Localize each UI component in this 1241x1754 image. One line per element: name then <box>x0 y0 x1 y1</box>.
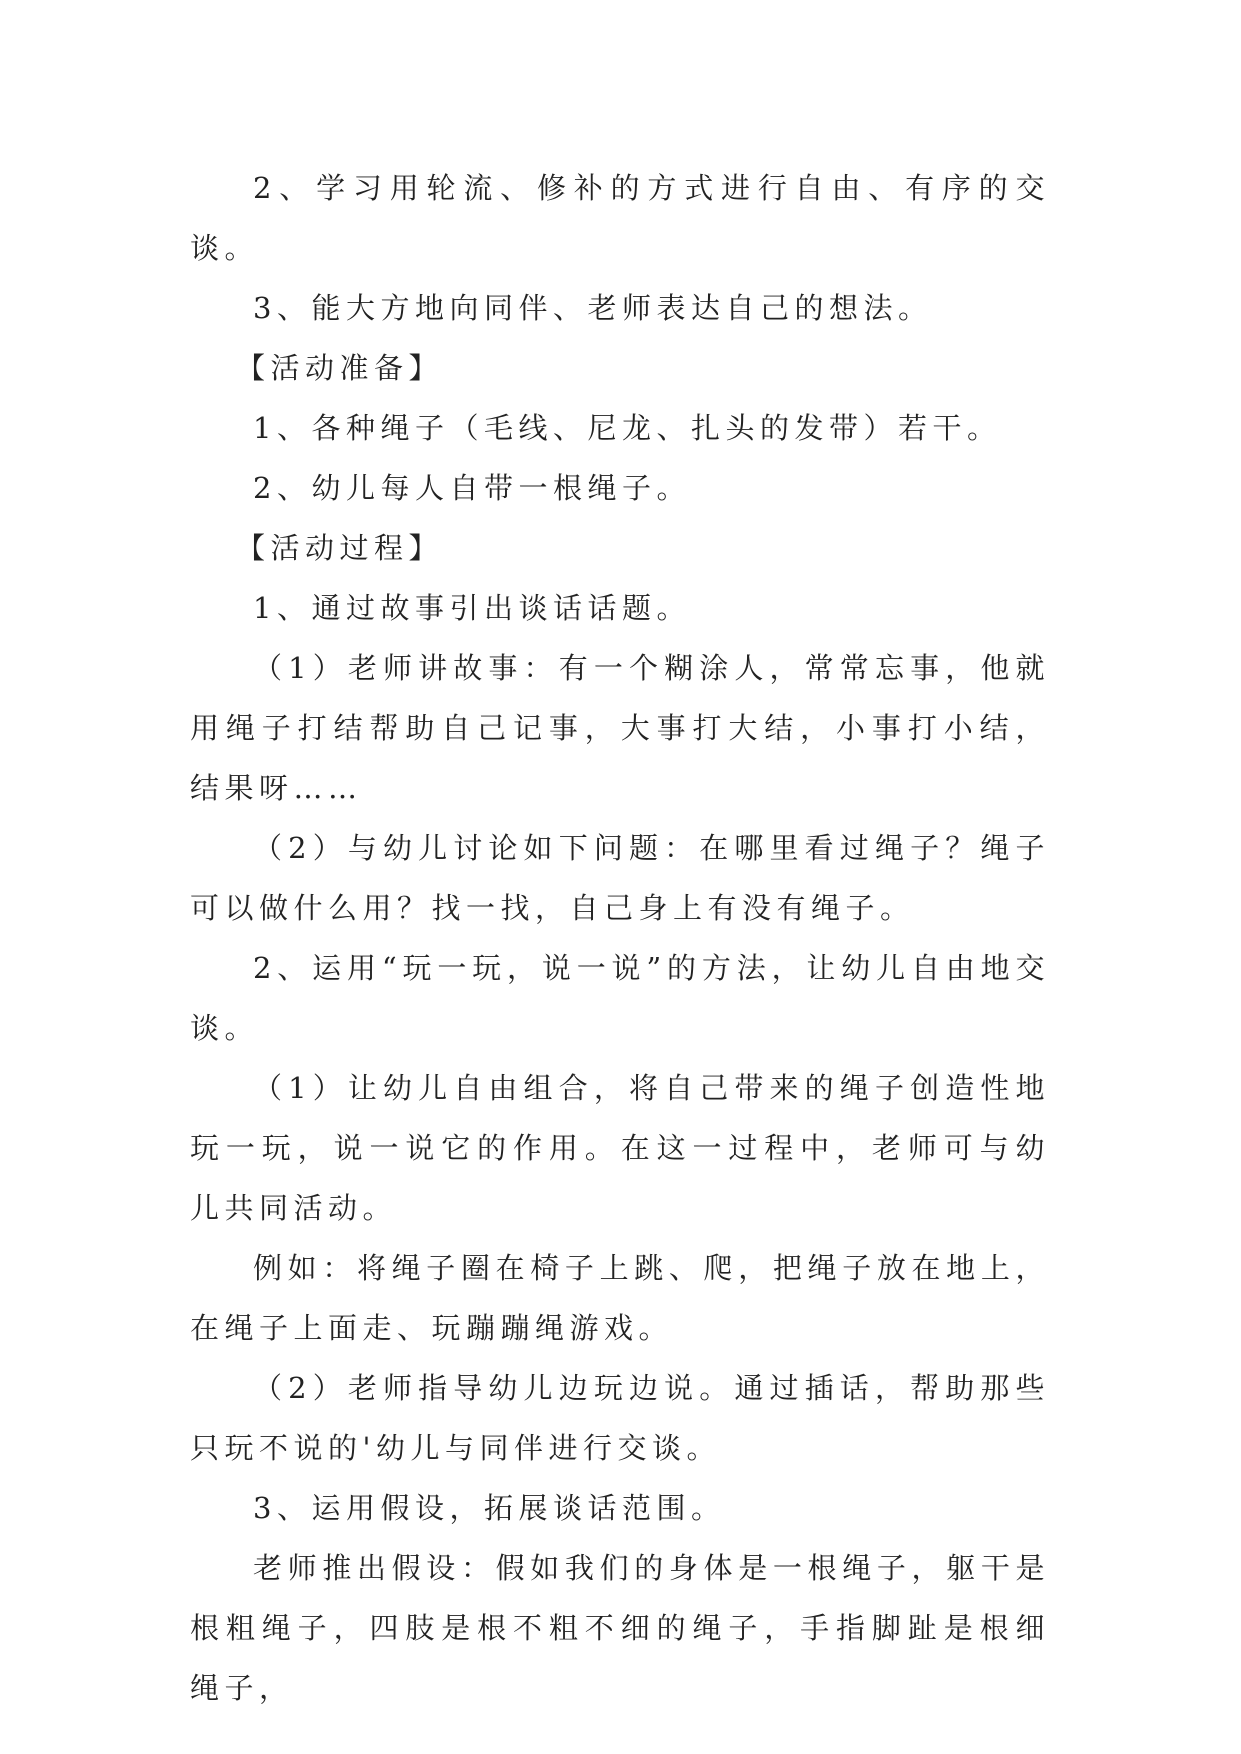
process-step-1-sub-2: （2）与幼儿讨论如下问题：在哪里看过绳子？绳子可以做什么用？找一找，自己身上有没有绳子。 <box>190 831 1050 925</box>
process-step-2-example: 例如：将绳子圈在椅子上跳、爬，把绳子放在地上，在绳子上面走、玩蹦蹦绳游戏。 <box>190 1251 1050 1345</box>
process-step-1-sub-1: （1）老师讲故事：有一个糊涂人，常常忘事，他就用绳子打结帮助自己记事，大事打大结，小事打小结，结果呀…… <box>190 651 1050 805</box>
process-step-2: 2、运用“玩一玩，说一说”的方法，让幼儿自由地交谈。 <box>190 951 1050 1045</box>
goal-item-3: 3、能大方地向同伴、老师表达自己的想法。 <box>253 291 933 325</box>
process-step-1: 1、通过故事引出谈话话题。 <box>253 591 691 625</box>
section-heading-preparation: 【活动准备】 <box>236 351 444 385</box>
goal-item-2: 2、学习用轮流、修补的方式进行自由、有序的交谈。 <box>190 171 1050 265</box>
process-step-3: 3、运用假设，拓展谈话范围。 <box>253 1491 726 1525</box>
preparation-item-2: 2、幼儿每人自带一根绳子。 <box>253 471 691 505</box>
document-body <box>190 158 1050 1718</box>
process-step-2-sub-2: （2）老师指导幼儿边玩边说。通过插话，帮助那些只玩不说的'幼儿与同伴进行交谈。 <box>190 1371 1050 1465</box>
process-step-2-sub-1: （1）让幼儿自由组合，将自己带来的绳子创造性地玩一玩，说一说它的作用。在这一过程中，老师可与幼儿共同活动。 <box>190 1071 1050 1225</box>
section-heading-process: 【活动过程】 <box>236 531 444 565</box>
process-step-3-text: 老师推出假设：假如我们的身体是一根绳子，躯干是根粗绳子，四肢是根不粗不细的绳子，手指脚趾是根细绳子， <box>190 1551 1050 1705</box>
preparation-item-1: 1、各种绳子（毛线、尼龙、扎头的发带）若干。 <box>253 411 1002 445</box>
